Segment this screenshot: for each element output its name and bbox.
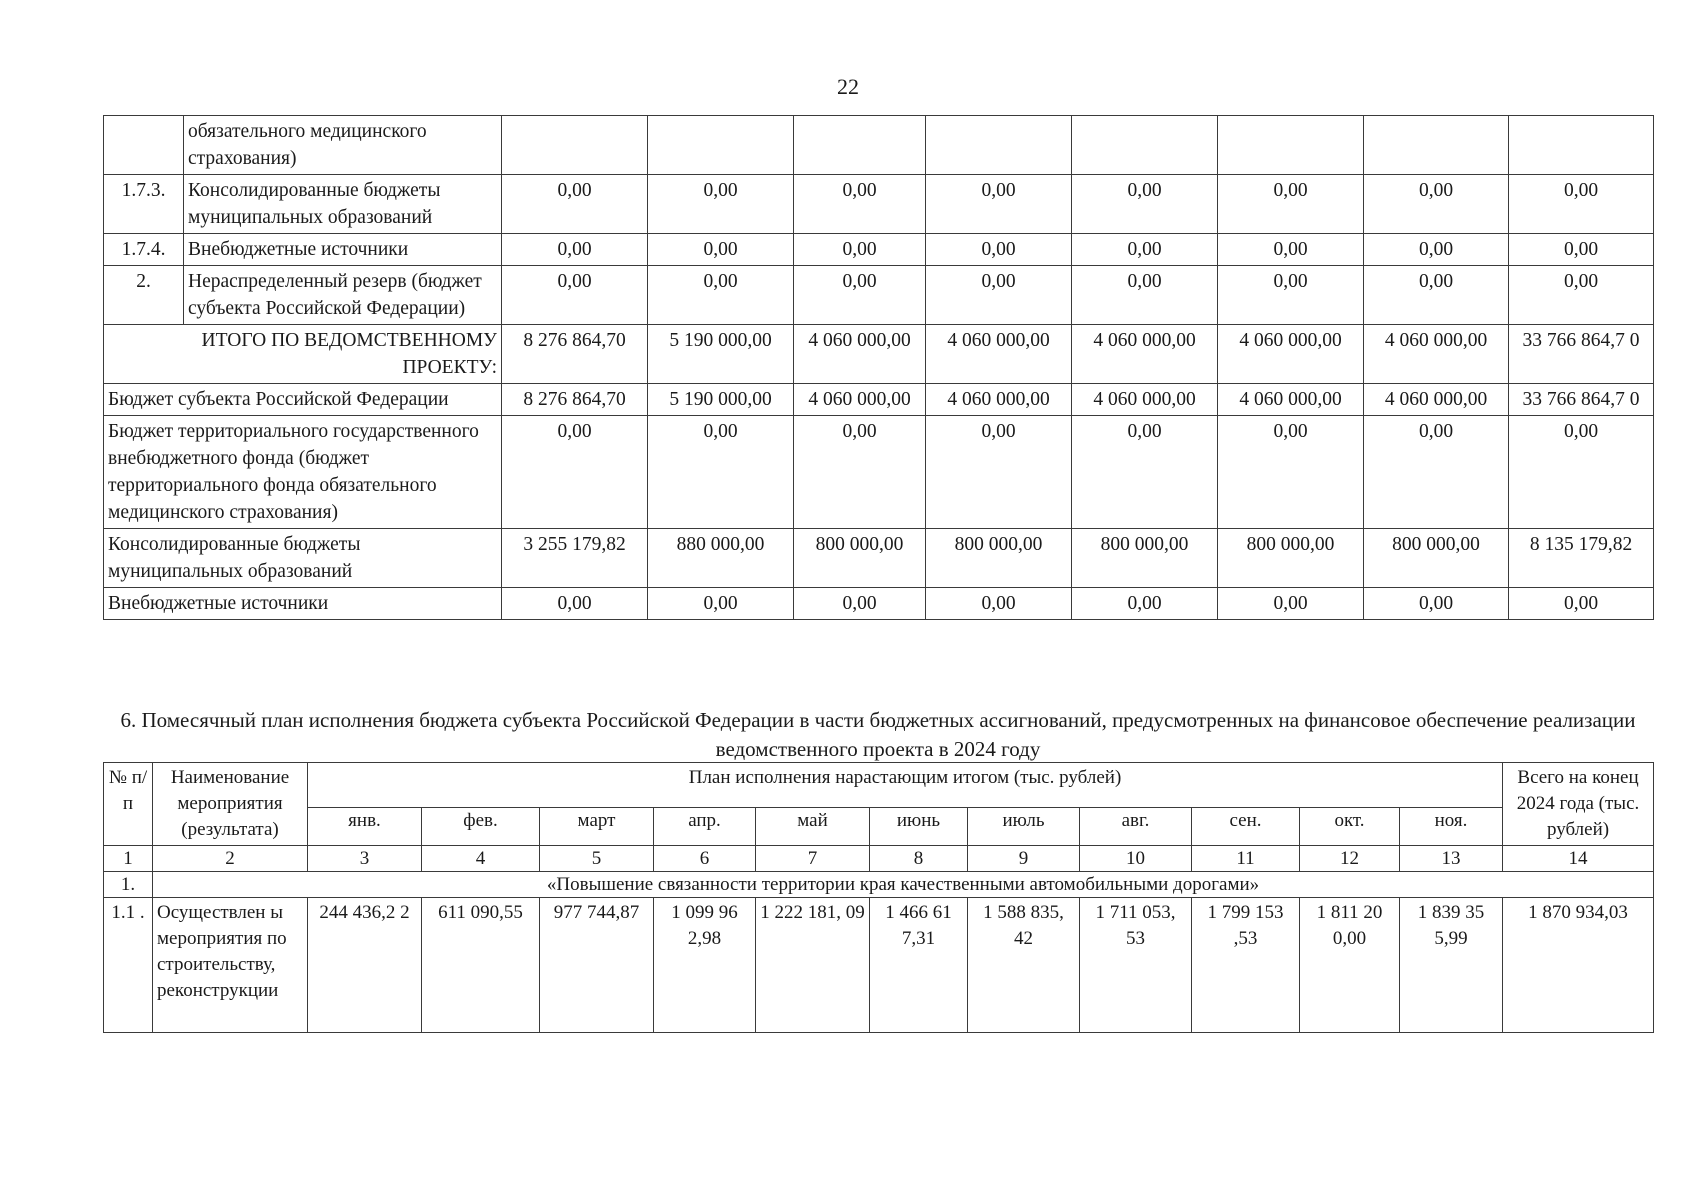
- header-num: № п/п: [104, 763, 153, 846]
- total-value: 4 060 000,00: [1072, 325, 1218, 384]
- total-value: 4 060 000,00: [794, 325, 926, 384]
- summary-value: 800 000,00: [1218, 529, 1364, 588]
- summary-value: 4 060 000,00: [1218, 384, 1364, 416]
- row-value: 0,00: [1218, 234, 1364, 266]
- summary-row: [104, 529, 1654, 588]
- row-value: 0,00: [1072, 234, 1218, 266]
- summary-value: 0,00: [794, 588, 926, 620]
- group-title: «Повышение связанности территории края качественными автомобильными дорогами»: [153, 872, 1654, 898]
- column-number: 5: [540, 846, 654, 872]
- budget-row: [104, 234, 1654, 266]
- row-number: 2.: [104, 266, 184, 325]
- row-value: 0,00: [1364, 175, 1509, 234]
- month-header: март: [540, 808, 654, 846]
- summary-value: 0,00: [1218, 416, 1364, 529]
- row-value: 0,00: [1072, 175, 1218, 234]
- row-value: 0,00: [1364, 234, 1509, 266]
- monthly-plan-table: [103, 762, 1654, 1033]
- summary-value: 0,00: [794, 416, 926, 529]
- column-number: 6: [654, 846, 756, 872]
- row-value: [648, 116, 794, 175]
- month-header: сен.: [1192, 808, 1300, 846]
- total-value: 4 060 000,00: [926, 325, 1072, 384]
- budget-row: [104, 175, 1654, 234]
- row-name: Нераспределенный резерв (бюджет субъекта Российской Федерации): [184, 266, 502, 325]
- summary-value: 4 060 000,00: [926, 384, 1072, 416]
- summary-value: 800 000,00: [1364, 529, 1509, 588]
- summary-row: [104, 416, 1654, 529]
- row-value: [1072, 116, 1218, 175]
- month-header: апр.: [654, 808, 756, 846]
- month-header: авг.: [1080, 808, 1192, 846]
- header-row: [104, 763, 1654, 808]
- row-value: 0,00: [1218, 266, 1364, 325]
- row-value: [794, 116, 926, 175]
- summary-value: 8 135 179,82: [1509, 529, 1654, 588]
- item-value: 1 222 181, 09: [756, 898, 870, 1033]
- header-name: Наименование мероприятия (результата): [153, 763, 308, 846]
- month-header: ноя.: [1400, 808, 1503, 846]
- row-value: 0,00: [1509, 234, 1654, 266]
- row-value: 0,00: [1509, 266, 1654, 325]
- summary-value: 880 000,00: [648, 529, 794, 588]
- summary-value: 800 000,00: [1072, 529, 1218, 588]
- page-number: 22: [837, 74, 859, 99]
- column-number: 11: [1192, 846, 1300, 872]
- budget-row: [104, 266, 1654, 325]
- summary-value: 0,00: [1072, 588, 1218, 620]
- column-number: 3: [308, 846, 422, 872]
- row-value: 0,00: [926, 234, 1072, 266]
- item-value: 1 870 934,03: [1503, 898, 1654, 1033]
- item-value: 977 744,87: [540, 898, 654, 1033]
- summary-value: 800 000,00: [794, 529, 926, 588]
- month-header: окт.: [1300, 808, 1400, 846]
- month-header: фев.: [422, 808, 540, 846]
- column-number: 2: [153, 846, 308, 872]
- summary-value: 0,00: [1509, 416, 1654, 529]
- item-value: 611 090,55: [422, 898, 540, 1033]
- summary-value: 4 060 000,00: [1072, 384, 1218, 416]
- column-number: 7: [756, 846, 870, 872]
- item-value: 1 839 35 5,99: [1400, 898, 1503, 1033]
- summary-value: 0,00: [502, 588, 648, 620]
- column-number: 8: [870, 846, 968, 872]
- total-row: [104, 325, 1654, 384]
- row-value: 0,00: [1364, 266, 1509, 325]
- summary-value: 33 766 864,7 0: [1509, 384, 1654, 416]
- row-name: Внебюджетные источники: [184, 234, 502, 266]
- row-value: 0,00: [648, 175, 794, 234]
- header-plan: План исполнения нарастающим итогом (тыс. рублей): [308, 763, 1503, 808]
- row-value: [1509, 116, 1654, 175]
- column-number: 4: [422, 846, 540, 872]
- item-num: 1.1 .: [104, 898, 153, 1033]
- summary-value: 4 060 000,00: [1364, 384, 1509, 416]
- summary-row: [104, 588, 1654, 620]
- column-number: 13: [1400, 846, 1503, 872]
- row-value: [1218, 116, 1364, 175]
- item-row: [104, 898, 1654, 1033]
- row-value: 0,00: [648, 234, 794, 266]
- item-value: 1 588 835, 42: [968, 898, 1080, 1033]
- item-value: 1 711 053, 53: [1080, 898, 1192, 1033]
- column-number: 1: [104, 846, 153, 872]
- total-value: 5 190 000,00: [648, 325, 794, 384]
- row-number: 1.7.3.: [104, 175, 184, 234]
- summary-value: 0,00: [1364, 416, 1509, 529]
- summary-value: 0,00: [502, 416, 648, 529]
- month-header: май: [756, 808, 870, 846]
- budget-row: [104, 116, 1654, 175]
- row-value: 0,00: [1218, 175, 1364, 234]
- total-value: 4 060 000,00: [1218, 325, 1364, 384]
- row-value: [502, 116, 648, 175]
- row-value: 0,00: [648, 266, 794, 325]
- row-value: 0,00: [1509, 175, 1654, 234]
- item-value: 1 811 20 0,00: [1300, 898, 1400, 1033]
- total-value: 4 060 000,00: [1364, 325, 1509, 384]
- row-value: 0,00: [794, 175, 926, 234]
- item-value: 1 799 153 ,53: [1192, 898, 1300, 1033]
- row-value: 0,00: [502, 266, 648, 325]
- row-value: 0,00: [794, 266, 926, 325]
- month-header: июль: [968, 808, 1080, 846]
- row-value: 0,00: [926, 266, 1072, 325]
- column-number: 14: [1503, 846, 1654, 872]
- item-value: 1 099 96 2,98: [654, 898, 756, 1033]
- summary-value: 800 000,00: [926, 529, 1072, 588]
- row-value: 0,00: [502, 234, 648, 266]
- item-value: 244 436,2 2: [308, 898, 422, 1033]
- total-label: ИТОГО ПО ВЕДОМСТВЕННОМУ ПРОЕКТУ:: [104, 325, 502, 384]
- item-name: Осуществлен ы мероприятия по строительству, реконструкции: [153, 898, 308, 1033]
- month-header: янв.: [308, 808, 422, 846]
- item-value: 1 466 61 7,31: [870, 898, 968, 1033]
- months-row: [104, 808, 1654, 846]
- row-value: 0,00: [1072, 266, 1218, 325]
- summary-value: 4 060 000,00: [794, 384, 926, 416]
- summary-value: 3 255 179,82: [502, 529, 648, 588]
- summary-value: 0,00: [648, 588, 794, 620]
- summary-name: Консолидированные бюджеты муниципальных образований: [104, 529, 502, 588]
- row-number: [104, 116, 184, 175]
- summary-name: Бюджет субъекта Российской Федерации: [104, 384, 502, 416]
- column-number: 9: [968, 846, 1080, 872]
- section-6-heading: 6. Помесячный план исполнения бюджета субъекта Российской Федерации в части бюджетных ассигнований, предусмотренных на финансовое обеспечение реализации ведомственного проекта в 2024 году: [120, 708, 1636, 761]
- budget-table-body: [104, 116, 1654, 620]
- header-total: Всего на конец 2024 года (тыс. рублей): [1503, 763, 1654, 846]
- row-value: 0,00: [794, 234, 926, 266]
- summary-value: 0,00: [1218, 588, 1364, 620]
- row-value: [1364, 116, 1509, 175]
- row-value: 0,00: [926, 175, 1072, 234]
- total-value: 8 276 864,70: [502, 325, 648, 384]
- summary-value: 0,00: [1509, 588, 1654, 620]
- row-name: Консолидированные бюджеты муниципальных образований: [184, 175, 502, 234]
- column-number: 12: [1300, 846, 1400, 872]
- row-name: обязательного медицинского страхования): [184, 116, 502, 175]
- row-value: 0,00: [502, 175, 648, 234]
- month-header: июнь: [870, 808, 968, 846]
- summary-row: [104, 384, 1654, 416]
- summary-value: 0,00: [1364, 588, 1509, 620]
- summary-name: Бюджет территориального государственного внебюджетного фонда (бюджет территориального фонда обязательного медицинского страхования): [104, 416, 502, 529]
- total-value: 33 766 864,7 0: [1509, 325, 1654, 384]
- column-numbers-row: [104, 846, 1654, 872]
- group-num: 1.: [104, 872, 153, 898]
- column-number: 10: [1080, 846, 1192, 872]
- budget-table: [103, 115, 1654, 620]
- row-number: 1.7.4.: [104, 234, 184, 266]
- row-value: [926, 116, 1072, 175]
- summary-value: 5 190 000,00: [648, 384, 794, 416]
- summary-name: Внебюджетные источники: [104, 588, 502, 620]
- summary-value: 0,00: [1072, 416, 1218, 529]
- summary-value: 8 276 864,70: [502, 384, 648, 416]
- group-row: [104, 872, 1654, 898]
- summary-value: 0,00: [926, 416, 1072, 529]
- summary-value: 0,00: [648, 416, 794, 529]
- summary-value: 0,00: [926, 588, 1072, 620]
